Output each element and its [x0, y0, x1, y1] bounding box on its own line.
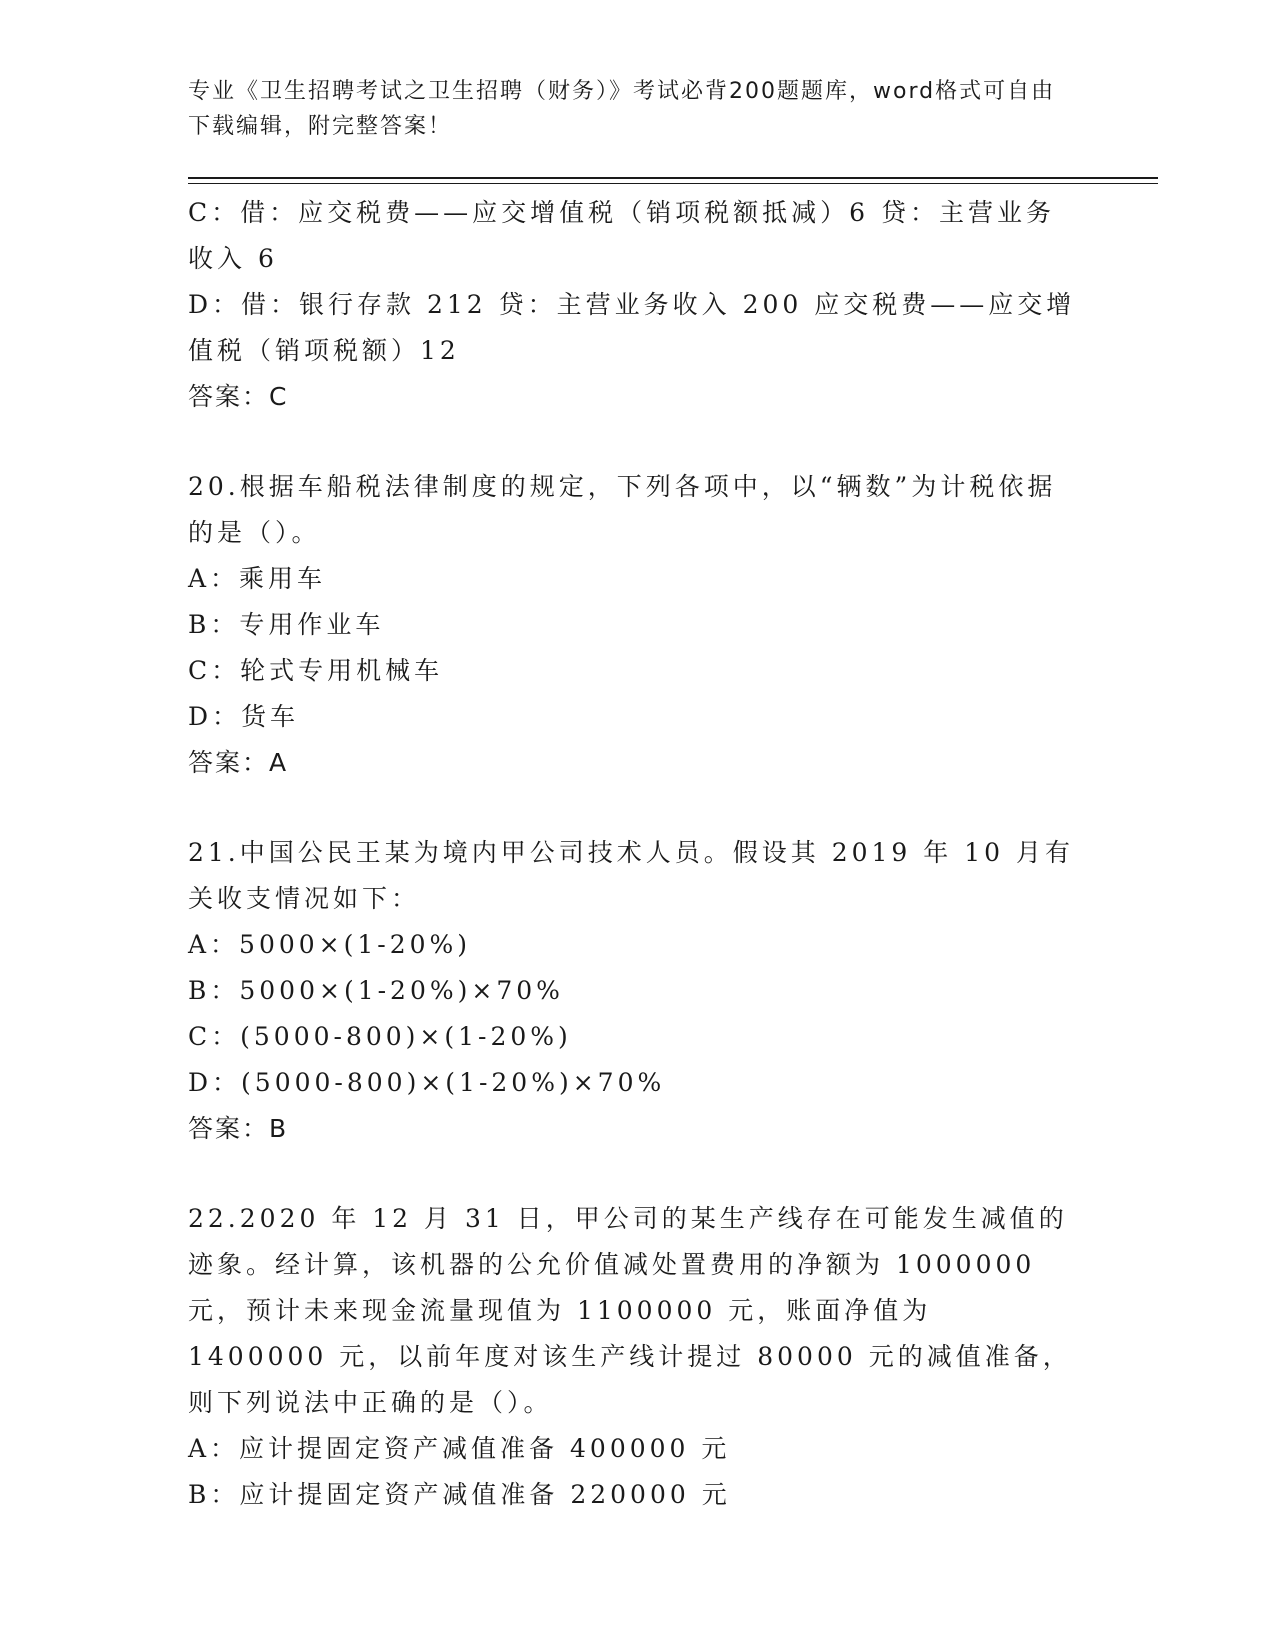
question-22	[188, 1196, 1078, 1518]
option-c: C：轮式专用机械车	[188, 656, 444, 685]
option-d: D：借：银行存款 212 贷：主营业务收入 200 应交税费——应交增值税（销项税额）12	[188, 290, 1076, 365]
option-a: A：乘用车	[188, 564, 327, 593]
option-b: B：专用作业车	[188, 610, 385, 639]
document-header: 专业《卫生招聘考试之卫生招聘（财务）》考试必背200题题库，word格式可自由下载编辑，附完整答案！	[188, 79, 1056, 139]
question-stem: 20.根据车船税法律制度的规定，下列各项中，以“辆数”为计税依据的是（）。	[188, 472, 1057, 547]
option-d: D：(5000-800)×(1-20%)×70%	[188, 1068, 666, 1097]
option-a: A：应计提固定资产减值准备 400000 元	[188, 1434, 731, 1463]
answer-label: 答案：B	[188, 1114, 289, 1143]
option-d: D：货车	[188, 702, 300, 731]
spacer	[188, 786, 1078, 830]
option-a: A：5000×(1-20%)	[188, 930, 472, 959]
question-20	[188, 464, 1078, 786]
option-c: C：(5000-800)×(1-20%)	[188, 1022, 572, 1051]
answer-label: 答案：A	[188, 748, 289, 777]
header-divider-thick	[188, 177, 1158, 179]
option-c: C：借：应交税费——应交增值税（销项税额抵减）6 贷：主营业务收入 6	[188, 198, 1055, 273]
option-b: B：应计提固定资产减值准备 220000 元	[188, 1480, 731, 1509]
question-21	[188, 830, 1078, 1152]
spacer	[188, 1152, 1078, 1196]
header-divider-thin	[188, 183, 1158, 184]
question-list	[188, 190, 1078, 1518]
spacer	[188, 420, 1078, 464]
question-19-continued	[188, 190, 1078, 420]
answer-label: 答案：C	[188, 382, 289, 411]
option-b: B：5000×(1-20%)×70%	[188, 976, 564, 1005]
question-stem: 22.2020 年 12 月 31 日，甲公司的某生产线存在可能发生减值的迹象。经计算，该机器的公允价值减处置费用的净额为 1000000 元，预计未来现金流量现值为 1100000 元，账面净值为 1400000 元，以前年度对该生产线计提过 80000 元的减值准备，则下列说法中正确的是（）。	[188, 1204, 1072, 1417]
question-stem: 21.中国公民王某为境内甲公司技术人员。假设其 2019 年 10 月有关收支情况如下：	[188, 838, 1074, 913]
